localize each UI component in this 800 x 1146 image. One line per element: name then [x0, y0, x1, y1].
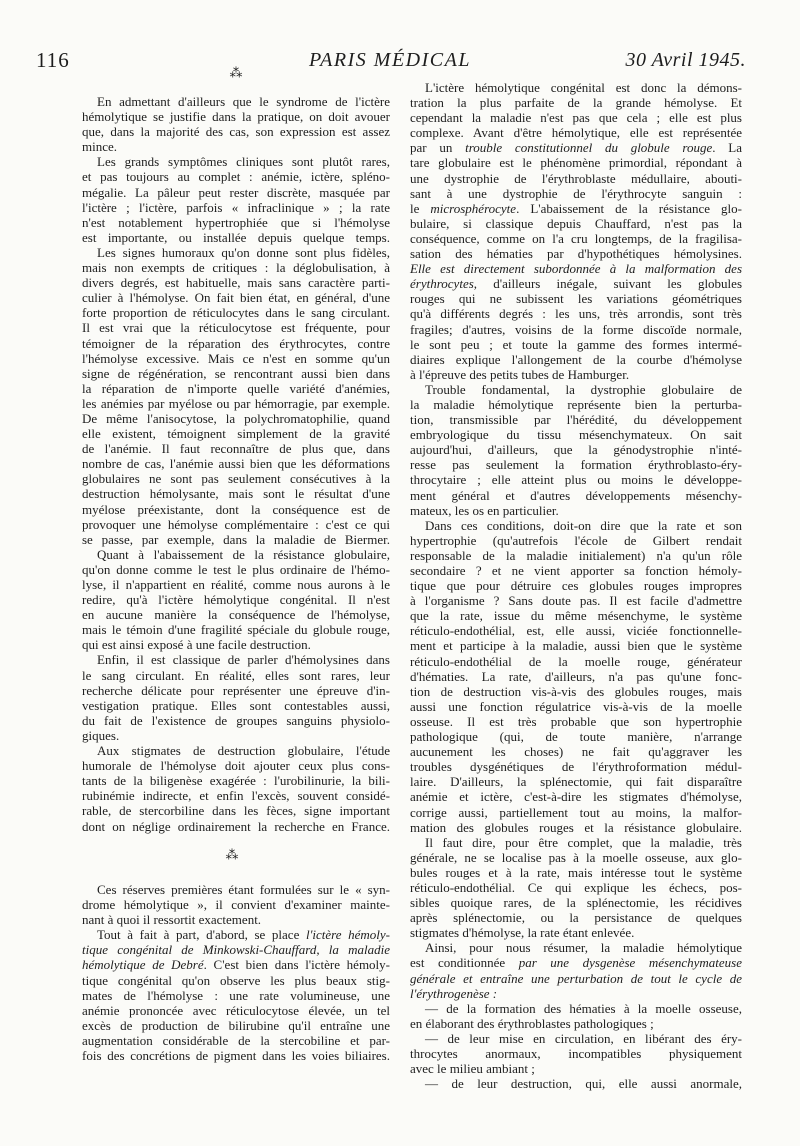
- text-line: générale, ne se localise pas à la moelle osseuse, aux glo-: [410, 849, 742, 865]
- right-column: [410, 80, 742, 1091]
- paragraph: [82, 154, 390, 245]
- text-line: stigmates d'hémolyse, la rate étant enlevée.: [410, 925, 635, 941]
- text-line: Enfin, il est classique de parler d'hémolysines dans: [97, 652, 390, 668]
- paragraph: [82, 652, 390, 743]
- text-line: Les signes humoraux qu'on donne sont plus fidèles,: [97, 244, 390, 260]
- text-segment: par un: [410, 140, 466, 156]
- text-line: du fait de l'existence de groupes sanguins physiolo-: [82, 712, 390, 728]
- text-line: que la rate, issue du même mésenchyme, le système: [410, 608, 742, 624]
- text-line: elle existent, témoignent simplement de la gravité: [82, 426, 390, 442]
- text-line: aussi une fonction régulatrice vis-à-vis de la moelle: [410, 698, 742, 714]
- text-line: ment et participe à la maladie, aussi bien que le système: [410, 638, 742, 654]
- text-line: la réparation de n'importe quelle variété d'anémies,: [82, 380, 390, 396]
- paragraph: [410, 518, 742, 835]
- text-line: [410, 955, 742, 970]
- text-line: tique congénital de Minkowski-Chauffard, la maladie: [82, 942, 390, 958]
- text-line: mais le témoin d'une fragilité spéciale du globule rouge,: [82, 622, 390, 638]
- text-line: et pas toujours au complet : anémie, ictère, spléno-: [82, 169, 390, 185]
- text-line: [410, 276, 742, 291]
- text-line: rubinémie indirecte, et enfin l'excès, souvent considé-: [82, 788, 390, 804]
- text-line: Elle est directement subordonnée à la malformation des: [410, 261, 742, 277]
- text-line: tion de destruction vis-à-vis des globules rouges, mais: [410, 683, 742, 699]
- text-line: mation des globules rouges et la résistance globulaire.: [410, 819, 742, 835]
- text-line: — de leur mise en circulation, en libérant des éry-: [425, 1030, 742, 1046]
- text-line: throcytes anormaux, incompatibles physiquement: [410, 1046, 742, 1061]
- text-line: giques.: [82, 727, 120, 743]
- text-line: mince.: [82, 139, 118, 155]
- text-line: que, dans la majorité des cas, son expression est assez: [82, 124, 390, 140]
- text-line: en aucune manière la conséquence de l'hémolyse,: [82, 607, 390, 623]
- list-item: [410, 1031, 742, 1076]
- text-line: osseuse. Il est très probable que son hypertrophie: [410, 713, 742, 729]
- text-line: n'est notablement hypertrophiée que si l'hémolyse: [82, 214, 390, 230]
- text-line: qu'à différents degrés : les uns, très arrondis, sont très: [410, 306, 742, 322]
- text-line: drome hémolytique », il convient d'examiner mainte-: [82, 897, 390, 913]
- text-line: tration la plus parfaite de la grande hémolyse. Et: [410, 95, 742, 111]
- text-line: sant à une dystrophie de l'érythrocyte sanguin :: [410, 185, 742, 201]
- journal-title: PARIS MÉDICAL: [309, 49, 471, 71]
- page-number: 116: [36, 48, 70, 72]
- text-line: troubles dysgénétiques de l'érythroformation médul-: [410, 759, 742, 775]
- paragraph: [82, 94, 390, 154]
- asterism-separator: ⁂: [229, 66, 243, 81]
- text-line: Il faut dire, pour être complet, que la maladie, très: [425, 834, 742, 850]
- text-line: sation des hématies par d'hypothétiques hémolysines.: [410, 246, 742, 262]
- text-line: responsable de la maladie initialement) n'a qu'un rôle: [410, 547, 742, 563]
- text-line: mates de l'hémolyse : une rate volumineuse, une: [82, 987, 390, 1003]
- text-line: myélose préexistante, dont la conséquence est de: [82, 501, 390, 517]
- text-line: excès de production de bilirubine qu'il entraîne une: [82, 1017, 390, 1033]
- text-line: Quant à l'abaissement de la résistance globulaire,: [97, 546, 390, 562]
- text-line: tants de la biligenèse exagérée : l'urobilinurie, la bili-: [82, 773, 390, 789]
- text-line: hémolytique se justifie dans la pratique, on doit avouer: [82, 109, 390, 125]
- text-line: fois des concrétions de pigment dans les voies biliaires.: [82, 1048, 390, 1064]
- paragraph: [410, 940, 742, 1000]
- paragraph: [410, 835, 742, 941]
- left-column-upper: [82, 94, 390, 834]
- text-line: à l'organisme ? Sans doute pas. Il est facile d'admettre: [410, 593, 742, 609]
- text-line: Dans ces conditions, doit-on dire que la rate et son: [425, 517, 742, 533]
- paragraph: [82, 927, 390, 1063]
- text-line: avec le milieu ambiant ;: [410, 1061, 535, 1077]
- text-line: après splénectomie, ou la persistance de quelques: [410, 910, 742, 926]
- text-line: qu'on donne comme le test le plus ordinaire de l'hémo-: [82, 561, 390, 577]
- text-line: [410, 201, 742, 216]
- text-line: d'hématies. La rate, d'ailleurs, n'a pas qu'une fonc-: [410, 668, 742, 684]
- text-line: anémie prononcée avec réticulocytose élevée, un tel: [82, 1002, 390, 1018]
- text-segment: , d'ailleurs inégale, suivant les globules: [473, 276, 742, 292]
- text-line: corrige aussi, partiellement tout au moins, la malfor-: [410, 804, 742, 820]
- text-segment: Tout à fait à part, d'abord, se place: [97, 927, 306, 943]
- paragraph: [410, 80, 742, 382]
- text-line: nombre de cas, l'anémie aussi bien que les déformations: [82, 456, 390, 472]
- text-line: générale et entraîne une perturbation de tout le cycle de: [410, 970, 742, 986]
- text-line: bulaire, si classique depuis Chauffard, n'est pas la: [410, 215, 742, 231]
- text-line: réticulo-endothélial, est, elle aussi, viciée fonctionnelle-: [410, 623, 742, 639]
- text-line: recherche délicate pour représenter une épreuve d'in-: [82, 682, 390, 698]
- text-line: rouges qui ne subissent les variations géométriques: [410, 291, 742, 307]
- text-line: l'érythrogenèse :: [410, 985, 498, 1001]
- text-line: [82, 927, 390, 942]
- text-line: hypertrophie (qu'autrefois l'école de Gilbert rendait: [410, 532, 742, 548]
- text-line: signe de régénération, se rencontrant aussi bien dans: [82, 365, 390, 381]
- text-line: Aux stigmates de destruction globulaire, l'étude: [97, 743, 390, 759]
- paragraph: [82, 547, 390, 653]
- text-line: lyse, il n'appartient en réalité, comme nous aurons à le: [82, 577, 390, 592]
- text-line: embryologique du tissu mésenchymateux. On sait: [410, 427, 742, 443]
- text-segment: est conditionnée: [410, 955, 519, 971]
- text-line: — de la formation des hématies à la moelle osseuse,: [425, 1000, 742, 1016]
- italic-text-segment: l'ictère hémoly-: [305, 927, 390, 943]
- text-line: tique congénital qu'on observe les plus beaux stig-: [82, 972, 390, 988]
- text-line: mais non exempts de critiques : la déglobulisation, à: [82, 260, 390, 276]
- text-line: ment général et d'autres développements mésenchy-: [410, 487, 742, 503]
- text-line: secondaire ? et ne vient apporter sa fonction hémoly-: [410, 563, 742, 578]
- text-line: tare globulaire est le phénomène primordial, répondant à: [410, 155, 742, 171]
- asterism-separator: ⁂: [225, 848, 239, 863]
- text-line: à l'épreuve des petits tubes de Hamburger.: [410, 366, 630, 382]
- paragraph: [82, 245, 390, 547]
- text-segment: . C'est bien dans l'ictère hémoly-: [203, 957, 390, 973]
- issue-date: 30 Avril 1945.: [625, 49, 746, 71]
- text-line: est importante, ou installée depuis quelque temps.: [82, 229, 390, 245]
- text-line: pathologique (qui, de toute manière, n'arrange: [410, 729, 742, 745]
- text-line: destruction hémolysante, mais sont le résultat d'une: [82, 486, 390, 502]
- text-line: la maladie hémolytique représente bien la perturba-: [410, 396, 742, 412]
- text-line: l'hémolyse excessive. Mais ce n'est en somme qu'un: [82, 350, 390, 366]
- text-line: tique que pour détruire ces globules rouges impropres: [410, 578, 742, 594]
- text-line: en élaborant des érythroblastes pathologiques ;: [410, 1015, 654, 1031]
- text-line: complexe. Avant d'être hémolytique, elle est représentée: [410, 125, 742, 141]
- text-line: conséquence, comme on l'a cru longtemps, de la fragilisa-: [410, 230, 742, 246]
- paragraph: [410, 382, 742, 518]
- text-line: diaires explique l'allongement de la courbe d'hémolyse: [410, 351, 742, 367]
- text-line: — de leur destruction, qui, elle aussi anormale,: [425, 1076, 742, 1092]
- italic-text-segment: trouble constitutionnel du globule rouge: [465, 140, 713, 156]
- text-line: tion, transmissible par l'hérédité, du développement: [410, 412, 742, 428]
- list-item: [410, 1001, 742, 1031]
- text-line: [410, 140, 742, 155]
- text-line: aujourd'hui, d'ailleurs, que la génodystrophie n'inté-: [410, 442, 742, 458]
- text-line: se passe, par exemple, dans la maladie de Biermer.: [82, 531, 390, 547]
- text-segment: . L'abaissement de la résistance glo-: [516, 200, 742, 216]
- list-item: [410, 1076, 742, 1091]
- text-line: vestigation pratique. Elles sont contestables aussi,: [82, 697, 390, 713]
- text-line: fragiles; d'autres, voisins de la forme discoïde normale,: [410, 321, 742, 337]
- text-line: En admettant d'ailleurs que le syndrome de l'ictère: [97, 94, 390, 109]
- text-line: augmentation considérable de la stercobiline et par-: [82, 1032, 390, 1048]
- text-line: resse pas seulement la formation érythroblasto-éry-: [410, 457, 742, 473]
- text-line: laire. D'ailleurs, la splénectomie, qui fait disparaître: [410, 774, 742, 790]
- text-line: De même l'anisocytose, la polychromatophilie, quand: [82, 410, 390, 426]
- text-line: de l'anémie. Il faut reconnaître de plus que, dans: [82, 441, 390, 457]
- text-line: Ces réserves premières étant formulées sur le « syn-: [97, 882, 390, 897]
- text-line: réticulo-endothélial de la moelle rouge, générateur: [410, 653, 742, 669]
- paragraph: [82, 882, 390, 927]
- text-line: redire, qu'à l'ictère hémolytique congénital. Il n'est: [82, 592, 390, 608]
- text-line: le sang circulant. En réalité, elles sont rares, leur: [82, 667, 390, 683]
- text-line: dont on néglige ordinairement la recherche en France.: [82, 818, 390, 834]
- text-line: sibles quoique rares, de la splénectomie, les récidives: [410, 895, 742, 911]
- text-line: [82, 957, 390, 972]
- left-column-lower: [82, 882, 390, 1063]
- text-segment: . La: [712, 140, 742, 156]
- text-line: Ainsi, pour nous résumer, la maladie hémolytique: [425, 940, 742, 956]
- text-line: Il est vrai que la réticulocytose est fréquente, pour: [82, 320, 390, 336]
- text-line: cependant la maladie n'est pas que cela ; elle est plus: [410, 110, 742, 126]
- text-line: L'ictère hémolytique congénital est donc la démons-: [425, 80, 742, 95]
- text-line: mégalie. La pâleur peut rester discrète, masquée par: [82, 184, 390, 200]
- text-line: bules rouges et à la rate, mais intéresse tout le système: [410, 864, 742, 880]
- italic-text-segment: par une dysgenèse mésenchymateuse: [518, 955, 742, 971]
- text-line: culier à l'hémolyse. On fait bien état, en général, d'une: [82, 290, 390, 306]
- text-line: une dystrophie de l'érythroblaste médullaire, abouti-: [410, 170, 742, 186]
- text-line: le sont peu ; et toute la gamme des formes intermé-: [410, 336, 742, 352]
- text-line: mateux, les os en particulier.: [410, 502, 559, 518]
- text-line: aucunement les choses) ne fait qu'aggraver les: [410, 744, 742, 760]
- text-line: qui est ainsi exposé à une facile destruction.: [82, 637, 311, 653]
- italic-text-segment: érythrocytes: [410, 276, 474, 292]
- text-line: témoigner de la réparation des érythrocytes, contre: [82, 335, 390, 351]
- text-line: Les grands symptômes cliniques sont plutôt rares,: [97, 154, 390, 170]
- text-segment: le: [410, 200, 431, 216]
- text-line: nant à quoi il ressortit exactement.: [82, 912, 262, 928]
- text-line: l'ictère ; l'ictère, parfois « infraclinique » ; la rate: [82, 199, 390, 215]
- text-line: les anémies par myélose ou par hémorragie, par exemple.: [82, 395, 390, 411]
- paragraph: [82, 743, 390, 834]
- text-line: Trouble fondamental, la dystrophie globulaire de: [425, 381, 742, 397]
- text-line: divers degrés, est habituelle, mais sans caractère parti-: [82, 275, 390, 291]
- text-line: throcytaire ; elle atteint plus ou moins le développe-: [410, 472, 742, 488]
- text-line: réticulo-endothélial. Ce qui explique les échecs, pos-: [410, 879, 742, 895]
- text-line: anémie et ictère, c'est-à-dire les stigmates d'hémolyse,: [410, 789, 742, 805]
- italic-text-segment: microsphérocyte: [430, 200, 517, 216]
- text-line: forte proportion de réticulocytes dans le sang circulant.: [82, 305, 390, 321]
- text-line: globulaires ne sont pas seulement consécutives à la: [82, 471, 390, 487]
- italic-text-segment: hémolytique de Debré: [82, 957, 204, 973]
- text-line: rable, de stercorbiline dans les fèces, signe important: [82, 803, 390, 819]
- text-line: provoquer une hémolyse complémentaire : c'est ce qui: [82, 516, 390, 532]
- text-line: humorale de l'hémolyse doit ajouter ceux plus cons-: [82, 758, 390, 774]
